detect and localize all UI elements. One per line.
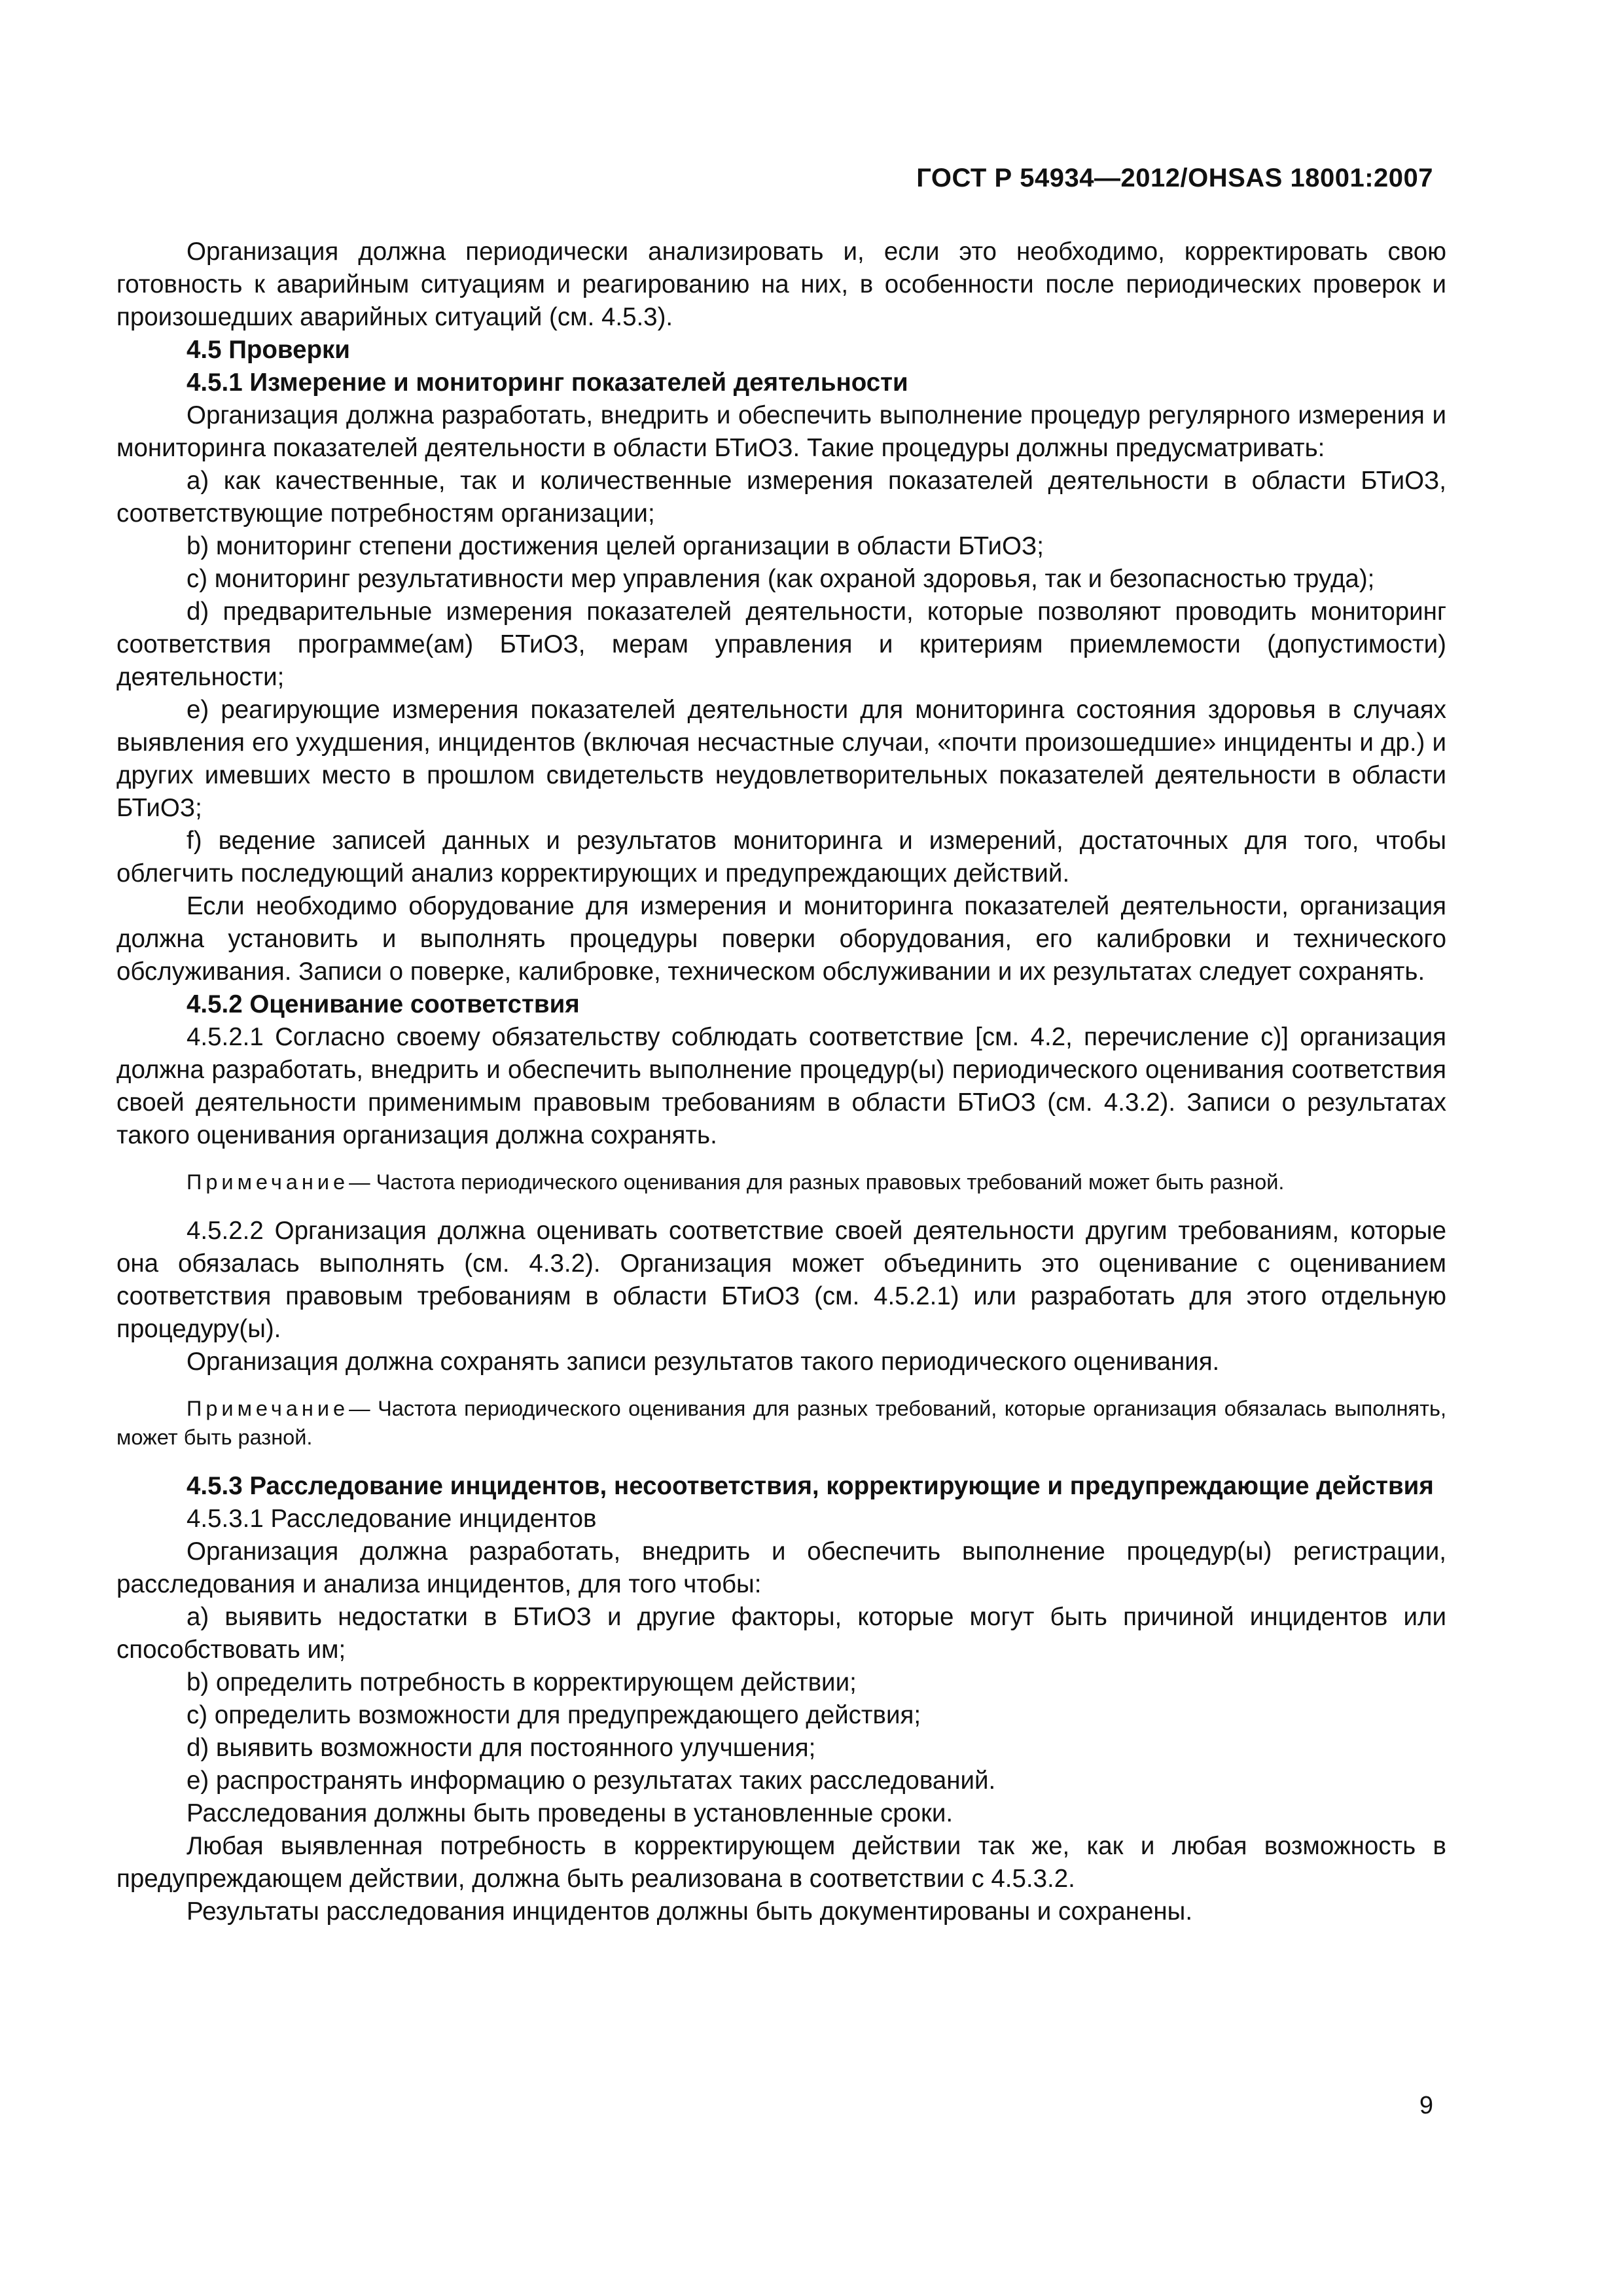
note-label: Примечание [187, 1170, 349, 1194]
note [116, 1394, 1446, 1452]
section-heading-4-5-1: 4.5.1 Измерение и мониторинг показателей деятельности [187, 368, 908, 397]
note-text: — Частота периодического оценивания для разных требований, которые организация обязалась выполнять, может быть разной. [116, 1397, 1446, 1449]
paragraph: Если необходимо оборудование для измерения и мониторинга показателей деятельности, организация должна установить и выполнять процедуры поверки оборудования, его калибровки и технического обслуживания. Записи о поверке, калибровке, техническом обслуживании и их результатах следует сохранять. [116, 892, 1446, 986]
subsection-title: 4.5.3.1 Расследование инцидентов [187, 1505, 597, 1533]
paragraph: Организация должна разработать, внедрить и обеспечить выполнение процедур(ы) регистрации, расследования и анализа инцидентов, для того чтобы: [116, 1537, 1446, 1598]
list-item: b) определить потребность в корректирующем действии; [187, 1668, 857, 1696]
paragraph: Результаты расследования инцидентов должны быть документированы и сохранены. [187, 1897, 1193, 1926]
list-item: f) ведение записей данных и результатов мониторинга и измерений, достаточных для того, чтобы облегчить последующий анализ корректирующих и предупреждающих действий. [116, 827, 1446, 888]
section-heading-4-5: 4.5 Проверки [187, 336, 350, 364]
note-label: Примечание [187, 1397, 349, 1420]
note-text: — Частота периодического оценивания для разных правовых требований может быть разной. [349, 1170, 1285, 1194]
list-item: c) определить возможности для предупреждающего действия; [187, 1701, 921, 1729]
list-item: a) выявить недостатки в БТиОЗ и другие факторы, которые могут быть причиной инцидентов или способствовать им; [116, 1603, 1446, 1664]
page-number: 9 [1419, 2092, 1433, 2119]
paragraph: Расследования должны быть проведены в установленные сроки. [187, 1799, 954, 1827]
list-item: b) мониторинг степени достижения целей организации в области БТиОЗ; [187, 532, 1044, 560]
page-body [116, 236, 1446, 1928]
paragraph: Любая выявленная потребность в корректирующем действии так же, как и любая возможность в предупреждающем действии, должна быть реализована в соответствии с 4.5.3.2. [116, 1832, 1446, 1893]
list-item: e) реагирующие измерения показателей деятельности для мониторинга состояния здоровья в случаях выявления его ухудшения, инцидентов (включая несчастные случаи, «почти произошедшие» инциденты и др.) и других имевших место в прошлом свидетельств неудовлетворительных показателей деятельности в области БТиОЗ; [116, 696, 1446, 822]
paragraph: 4.5.2.1 Согласно своему обязательству соблюдать соответствие [см. 4.2, перечисление c)] организация должна разработать, внедрить и обеспечить выполнение процедур(ы) периодического оценивания соответствия своей деятельности применимым правовым требованиям в области БТиОЗ (см. 4.3.2). Записи о результатах такого оценивания организация должна сохранять. [116, 1023, 1446, 1149]
paragraph: Организация должна разработать, внедрить и обеспечить выполнение процедур регулярного измерения и мониторинга показателей деятельности в области БТиОЗ. Такие процедуры должны предусматривать: [116, 401, 1446, 462]
list-item: e) распространять информацию о результатах таких расследований. [187, 1767, 996, 1795]
list-item: d) предварительные измерения показателей деятельности, которые позволяют проводить мониторинг соответствия программе(ам) БТиОЗ, мерам управления и критериям приемлемости (допустимости) деятельности; [116, 598, 1446, 691]
section-heading-4-5-3: 4.5.3 Расследование инцидентов, несоответствия, корректирующие и предупреждающие действия [187, 1472, 1434, 1500]
document-header: ГОСТ Р 54934—2012/OHSAS 18001:2007 [916, 164, 1433, 192]
paragraph: 4.5.2.2 Организация должна оценивать соответствие своей деятельности другим требованиям, которые она обязалась выполнять (см. 4.3.2). Организация может объединить это оценивание с оцениванием соответствия правовым требованиям в области БТиОЗ (см. 4.5.2.1) или разработать для этого отдельную процедуру(ы). [116, 1217, 1446, 1343]
note [116, 1168, 1446, 1196]
list-item: d) выявить возможности для постоянного улучшения; [187, 1734, 816, 1762]
section-heading-4-5-2: 4.5.2 Оценивание соответствия [187, 990, 580, 1018]
paragraph: Организация должна периодически анализировать и, если это необходимо, корректировать свою готовность к аварийным ситуациям и реагированию на них, в особенности после периодических проверок и произошедших аварийных ситуаций (см. 4.5.3). [116, 238, 1446, 331]
list-item: c) мониторинг результативности мер управления (как охраной здоровья, так и безопасностью труда); [187, 565, 1375, 593]
list-item: a) как качественные, так и количественные измерения показателей деятельности в области БТиОЗ, соответствующие потребностям организации; [116, 467, 1446, 528]
paragraph: Организация должна сохранять записи результатов такого периодического оценивания. [187, 1348, 1220, 1376]
